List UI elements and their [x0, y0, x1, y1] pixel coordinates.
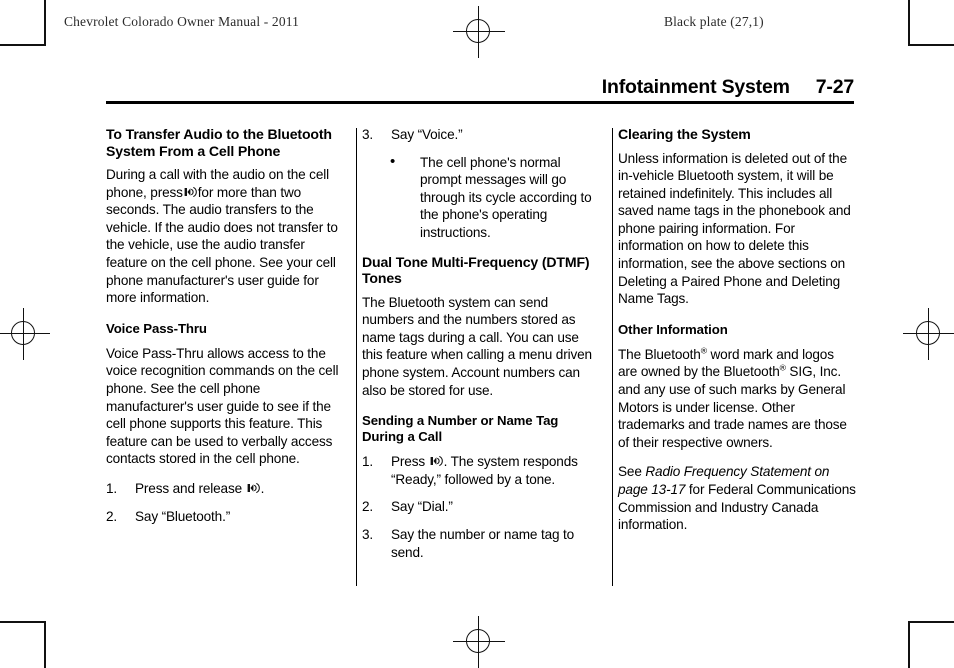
- running-head-right: Black plate (27,1): [664, 14, 764, 29]
- bullet-icon: •: [390, 152, 396, 170]
- step-number: 3.: [362, 127, 374, 142]
- column-divider-2: [612, 128, 613, 586]
- registration-mark-bottom: [453, 616, 505, 668]
- page-number: 7-27: [815, 76, 854, 98]
- column-2: [362, 126, 600, 588]
- paragraph-clearing-the-system: Unless information is deleted out of the in-vehicle Bluetooth system, it will be retained indefinitely. This includes all saved name tags in the phonebook and phone pairing information. For information on how to delete this information, see the above sections on Deleting a Paired Phone and Deleting Name Tags.: [618, 150, 851, 307]
- paragraph-cross-reference: [618, 463, 856, 533]
- list-item: [106, 508, 344, 526]
- list-item: [362, 526, 600, 561]
- step-text-part-2: . The system responds “Ready,” followed by a tone.: [391, 454, 578, 487]
- paragraph-transfer-audio: [106, 166, 344, 307]
- cross-reference-prefix: See: [618, 464, 646, 480]
- paragraph-voice-pass-thru: Voice Pass-Thru allows access to the voice recognition commands on the cell phone. See the cell phone manufacturer's user guide to see if the cell phone supports this feature. This feature can be used to verbally access contacts stored in the cell phone.: [106, 345, 339, 467]
- cross-reference-suffix: for Federal Communications Commission and Industry Canada information.: [618, 482, 856, 533]
- list-item: [362, 126, 600, 144]
- page-content: [106, 126, 856, 588]
- registered-trademark-icon: ®: [779, 362, 786, 373]
- heading-clearing-the-system: Clearing the System: [618, 126, 751, 142]
- registration-mark-top: [453, 6, 505, 58]
- step-number: 3.: [362, 526, 374, 542]
- heading-sending-number-or-name-tag: Sending a Number or Name Tag During a Call: [362, 413, 559, 445]
- column-divider-1: [356, 128, 357, 586]
- crop-mark-bottom-left-horizontal: [0, 621, 46, 623]
- paragraph-bluetooth-trademark: [618, 346, 856, 452]
- page-header: [106, 76, 854, 99]
- registered-trademark-icon: ®: [700, 345, 707, 356]
- step-number: 1.: [106, 480, 118, 496]
- step-number: 2.: [106, 508, 118, 524]
- cross-reference-link[interactable]: Radio Frequency Statement on page 13-17: [618, 464, 830, 497]
- heading-other-information: Other Information: [618, 321, 728, 337]
- heading-voice-pass-thru: Voice Pass-Thru: [106, 320, 207, 336]
- step-text: Say “Dial.”: [391, 499, 453, 515]
- step-number: 1.: [362, 454, 374, 470]
- crop-mark-top-left-horizontal: [0, 44, 46, 46]
- step-text-part-2: .: [260, 480, 265, 496]
- registration-mark-right: [903, 308, 954, 360]
- step-text: Say “Voice.”: [391, 127, 463, 142]
- voice-pass-thru-steps: [106, 480, 344, 525]
- header-rule: [106, 101, 854, 104]
- list-item: [362, 154, 600, 242]
- push-to-talk-icon: [247, 482, 260, 494]
- transfer-audio-text-part-2: for more than two seconds. The audio transfers to the vehicle. If the audio does not transfer to the vehicle, use the audio transfer feature on the cell phone. See your cell phone manufacturer's user guide for more information.: [106, 184, 338, 306]
- column-1: [106, 126, 344, 588]
- step-text-part-1: Press and release: [135, 480, 243, 496]
- trademark-text-part-3: SIG, Inc. and any use of such marks by General Motors is under license. Other trademarks and trade names are those of their respective owners.: [618, 364, 847, 450]
- transfer-audio-text-part-1: During a call with the audio on the cell phone, press: [106, 167, 329, 200]
- list-item: [362, 498, 600, 516]
- step-number: 2.: [362, 499, 374, 515]
- step-text-part-1: Press: [391, 454, 425, 470]
- bullet-text: The cell phone's normal prompt messages will go through its cycle according to the phone's operating instructions.: [420, 154, 592, 240]
- voice-pass-thru-steps-continued: [362, 126, 600, 144]
- list-item: [362, 453, 600, 488]
- sending-number-steps: [362, 453, 600, 561]
- crop-mark-top-right-vertical: [908, 0, 910, 46]
- running-head-left: Chevrolet Colorado Owner Manual - 2011: [64, 14, 300, 29]
- page-title: Infotainment System: [601, 76, 790, 98]
- trademark-text-part-2: word mark and logos are owned by the Bluetooth: [618, 346, 834, 380]
- crop-mark-bottom-right-vertical: [908, 622, 910, 668]
- step-text: Say the number or name tag to send.: [391, 526, 575, 560]
- push-to-talk-icon: [430, 455, 443, 467]
- voice-prompt-bullets: [362, 154, 600, 242]
- crop-mark-top-left-vertical: [44, 0, 46, 46]
- crop-mark-bottom-right-horizontal: [908, 621, 954, 623]
- paragraph-dtmf-tones: The Bluetooth system can send numbers and the numbers stored as name tags during a call. You can use this feature when calling a menu driven phone system. Account numbers can also be stored for use.: [362, 294, 592, 398]
- heading-transfer-audio: To Transfer Audio to the Bluetooth System From a Cell Phone: [106, 126, 332, 159]
- list-item: [106, 480, 344, 498]
- crop-mark-top-right-horizontal: [908, 44, 954, 46]
- push-to-talk-icon: [184, 186, 197, 198]
- trademark-text-part-1: The Bluetooth: [618, 346, 701, 362]
- column-3: [618, 126, 856, 588]
- heading-dtmf-tones: Dual Tone Multi-Frequency (DTMF) Tones: [362, 253, 590, 287]
- crop-mark-bottom-left-vertical: [44, 622, 46, 668]
- step-text-part-1: Say “Bluetooth.”: [135, 508, 231, 524]
- registration-mark-left: [0, 308, 50, 360]
